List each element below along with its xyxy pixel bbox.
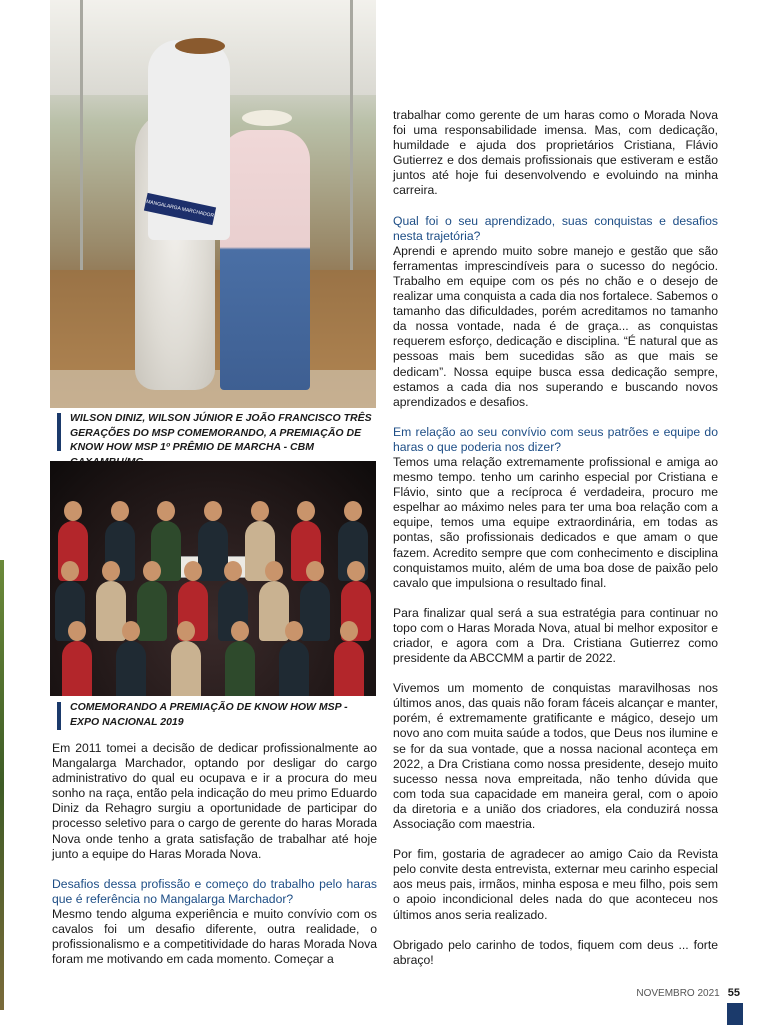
issue-date: NOVEMBRO 2021 (636, 987, 720, 999)
person (334, 621, 364, 696)
person (116, 621, 146, 696)
page-marker-bar (727, 1003, 743, 1025)
interview-answer: Temos uma relação extremamente profissional e amiga ao mesmo tempo. tenho um carinho especial por Cristiana e Flávio, sinto que a recíproca é verdadeira, procuro me espelhar ao máximo neles para ter uma boa relação com a equipe, temos uma equipe extraordinária, em todas as pontas, são profissionais dedicados e que amam o que fazem. Acredito sempre que com conhecimento e disciplina conquistamos muito, além de uma boa dose de paixão pelo cavalo que impulsiona o resultado final. (393, 454, 718, 590)
person (62, 621, 92, 696)
interview-answer: Aprendi e aprendo muito sobre manejo e gestão que são ferramentas imprescindíveis para o sucesso do negócio. Trabalho em equipe com os pés no chão e o desejo de realizar uma conquista a cada dia nos fortalece. Sabemos o tamanho das dificuldades, porém acreditamos no tamanho da nossa vontade, nada é de graça... as conquistas requerem esforço, dedicação e disciplina. “É natural que as pessoas mais bem sucedidas são as que mais se dedicam”. Nossa equipe busca essa dedicação sempre, estamos a cada dia nos superando e buscando novos aprendizados e desafios. (393, 243, 718, 409)
left-edge-strip (0, 560, 4, 1010)
interview-answer: Mesmo tendo alguma experiência e muito convívio com os cavalos foi um desafio diferente, outra realidade, o profissionalismo e a competitividade do haras Morada Nova foram me motivando em cada momento. Começar a (52, 906, 377, 967)
photo2-caption: COMEMORANDO A PREMIAÇÃO DE KNOW HOW MSP - EXPO NACIONAL 2019 (57, 700, 376, 729)
left-text-column (52, 741, 377, 982)
sash-text: MANGALARGA MARCHADOR (145, 198, 215, 220)
person (279, 621, 309, 696)
page-number: 55 (727, 987, 740, 999)
page-footer (600, 987, 740, 999)
man-in-plaid-shirt (220, 130, 310, 390)
paragraph: Obrigado pelo carinho de todos, fiquem com deus ... forte abraço! (393, 937, 718, 967)
interview-answer-continued: trabalhar como gerente de um haras como o Morada Nova foi uma responsabilidade imensa. Mas, com dedicação, humildade e ajuda dos proprietários Cristiana, Flávio Gutierrez e dos demais profissionais que estiveram e estão juntos até hoje fui desenvolvendo e evoluindo na minha carreira. (393, 108, 718, 198)
photo-team-celebration (50, 461, 376, 696)
right-text-column (393, 108, 718, 983)
interview-question: Desafios dessa profissão e começo do trabalho pelo haras que é referência no Mangalarga Marchador? (52, 876, 377, 906)
photo-three-generations (50, 0, 376, 408)
paragraph: Em 2011 tomei a decisão de dedicar profissionalmente ao Mangalarga Marchador, optando por desligar do cargo administrativo do qual eu ocupava e ir a procura do meu sonho na raça, então pela indicação do meu primo Eduardo Diniz da Rehagro surgiu a oportunidade de participar do processo seletivo para o cargo de gerente do haras Morada Nova onde tenho a grata satisfação de trabalhar até hoje junto a equipe do Haras Morada Nova. (52, 741, 377, 861)
person (171, 621, 201, 696)
interview-question-closing: Para finalizar qual será a sua estratégia para continuar no topo com o Haras Morada Nova, atual bi melhor expositor e criador, e agora com a Dra. Cristiana Gutierrez como presidente da ABCCMM a partir de 2022. (393, 605, 718, 666)
straw-hat (242, 110, 292, 126)
person (225, 621, 255, 696)
crowd-front-row (50, 621, 376, 696)
cowboy-hat (175, 38, 225, 54)
photo1-caption: WILSON DINIZ, WILSON JÚNIOR E JOÃO FRANCISCO TRÊS GERAÇÕES DO MSP COMEMORANDO, A PREMIAÇÃO DE KNOW HOW MSP 1º PRÊMIO DE MARCHA - CBM (57, 411, 376, 469)
interview-question: Qual foi o seu aprendizado, suas conquistas e desafios nesta trajetória? (393, 213, 718, 243)
paragraph: Por fim, gostaria de agradecer ao amigo Caio da Revista pelo convite desta entrevista, externar meu carinho especial aos meus pais, irmãos, minha esposa e meu filho, pois sem o apoio incondicional deles nada do que aconteceu nos últimos anos seria realizado. (393, 847, 718, 922)
interview-question: Em relação ao seu convívio com seus patrões e equipe do haras o que poderia nos dizer? (393, 424, 718, 454)
interview-answer: Vivemos um momento de conquistas maravilhosas nos últimos anos, das quais não foram fáceis alcançar e manter, porém, é extremamente gratificante e mágico, desejo um novo ano com muita saúde a todos, que Deus nos ilumine e se for da sua vontade, que a nossa nacional aconteça em 2022, a Dra Cristiana como nossa presidente, desejo muito sucesso nessa nova empreitada, não tenho dúvida que com toda sua capacidade em maneira geral, com o apoio da diretoria e a união dos criadores, ela conduzirá nossa Associação com maestria. (393, 681, 718, 832)
